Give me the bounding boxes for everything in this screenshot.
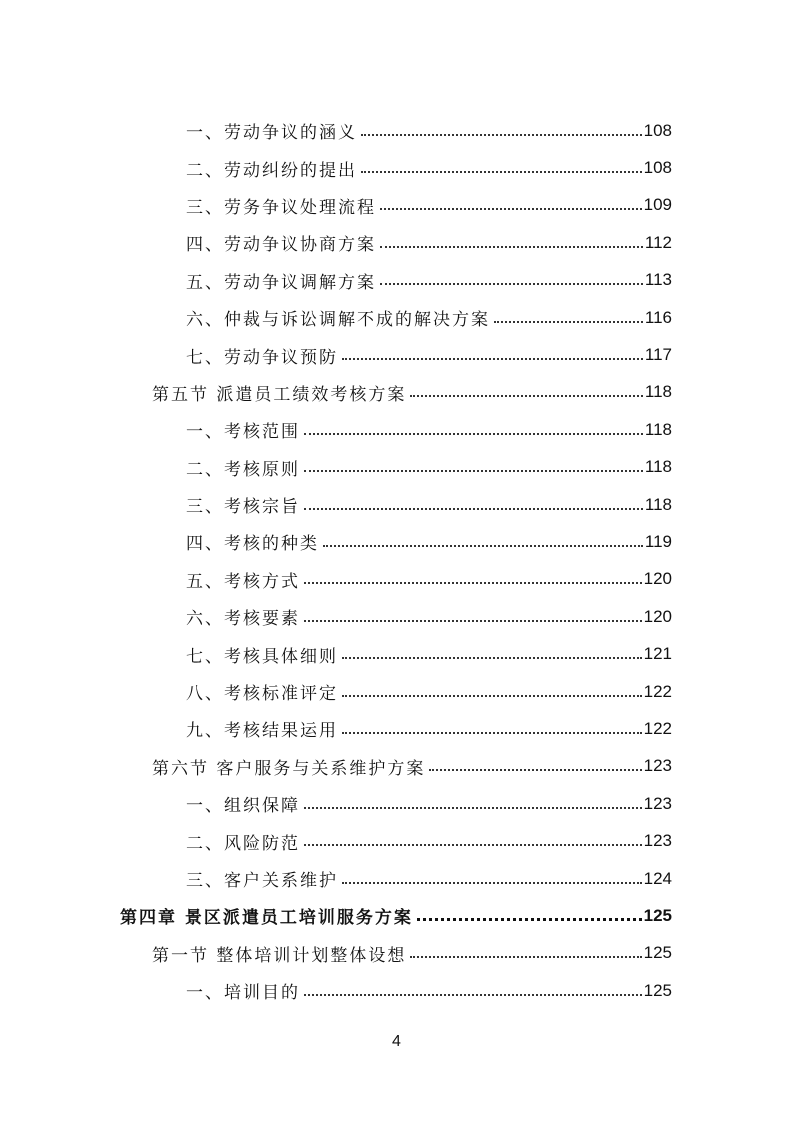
toc-leader-dots	[380, 283, 643, 285]
toc-leader-dots	[304, 807, 642, 809]
toc-entry[interactable]	[0, 299, 793, 336]
toc-entry-page: 123	[643, 756, 672, 776]
toc-leader-dots	[304, 844, 642, 846]
toc-entry-page: 108	[643, 158, 672, 178]
toc-entry-label: 七、劳动争议预防	[186, 347, 338, 368]
toc-entry-page: 118	[644, 457, 672, 477]
toc-entry-page: 120	[643, 569, 672, 589]
toc-leader-dots	[494, 321, 643, 323]
toc-entry-label: 五、劳动争议调解方案	[186, 272, 376, 293]
toc-chapter-entry[interactable]	[0, 897, 793, 934]
toc-entry-page: 125	[643, 943, 672, 963]
toc-entry-page: 118	[644, 382, 672, 402]
toc-entry-label: 六、仲裁与诉讼调解不成的解决方案	[186, 310, 490, 331]
toc-leader-dots	[342, 657, 642, 659]
toc-section-entry[interactable]	[0, 748, 793, 785]
toc-entry-label: 七、考核具体细则	[186, 646, 338, 667]
toc-entry-page: 120	[643, 606, 672, 626]
toc-entry-label: 二、劳动纠纷的提出	[186, 160, 357, 181]
toc-entry-label: 第六节 客户服务与关系维护方案	[152, 758, 426, 779]
toc-entry-page: 116	[644, 307, 672, 327]
toc-entry-page: 112	[644, 232, 672, 252]
toc-entry[interactable]	[0, 336, 793, 373]
toc-entry-label: 第四章 景区派遣员工培训服务方案	[120, 908, 413, 929]
toc-entry-label: 三、客户关系维护	[186, 871, 338, 891]
toc-entry-page: 123	[643, 793, 672, 813]
toc-entry-page: 122	[643, 718, 672, 738]
toc-entry[interactable]	[0, 523, 793, 560]
toc-leader-dots	[380, 246, 643, 248]
table-of-contents	[0, 112, 793, 1009]
toc-entry-label: 一、劳动争议的涵义	[186, 123, 357, 144]
toc-entry[interactable]	[0, 262, 793, 299]
toc-leader-dots	[304, 620, 642, 622]
toc-entry-label: 九、考核结果运用	[186, 721, 338, 742]
toc-leader-dots	[417, 918, 642, 921]
toc-entry-page: 125	[643, 980, 672, 1000]
toc-entry-page: 118	[644, 494, 672, 514]
toc-entry-label: 四、考核的种类	[186, 534, 319, 555]
toc-leader-dots	[410, 956, 641, 958]
toc-entry-page: 124	[643, 868, 672, 888]
toc-entry[interactable]	[0, 187, 793, 224]
toc-entry-label: 一、组织保障	[186, 796, 300, 817]
toc-leader-dots	[304, 433, 643, 435]
toc-entry-label: 三、考核宗旨	[186, 497, 300, 518]
toc-entry[interactable]	[0, 449, 793, 486]
toc-entry[interactable]	[0, 486, 793, 523]
toc-entry[interactable]	[0, 224, 793, 261]
toc-entry-page: 123	[643, 831, 672, 851]
toc-leader-dots	[429, 769, 641, 771]
toc-leader-dots	[323, 545, 643, 547]
toc-entry[interactable]	[0, 561, 793, 598]
toc-entry[interactable]	[0, 598, 793, 635]
toc-leader-dots	[380, 208, 642, 210]
toc-entry[interactable]	[0, 673, 793, 710]
toc-section-entry[interactable]	[0, 374, 793, 411]
toc-entry-label: 二、风险防范	[186, 833, 300, 854]
toc-entry-label: 八、考核标准评定	[186, 684, 338, 705]
toc-entry-label: 五、考核方式	[186, 571, 300, 592]
toc-leader-dots	[342, 732, 642, 734]
toc-entry[interactable]	[0, 149, 793, 186]
toc-entry-page: 119	[644, 531, 672, 551]
toc-entry[interactable]	[0, 112, 793, 149]
toc-entry[interactable]	[0, 972, 793, 1009]
toc-leader-dots	[304, 508, 643, 510]
toc-leader-dots	[342, 358, 643, 360]
toc-entry[interactable]	[0, 411, 793, 448]
toc-leader-dots	[304, 994, 642, 996]
toc-entry-label: 六、考核要素	[186, 609, 300, 630]
toc-leader-dots	[342, 882, 642, 884]
toc-entry[interactable]	[0, 635, 793, 672]
toc-entry-label: 三、劳务争议处理流程	[186, 197, 376, 218]
toc-entry-page: 113	[644, 270, 672, 290]
toc-leader-dots	[361, 171, 642, 173]
toc-entry[interactable]	[0, 785, 793, 822]
toc-leader-dots	[361, 134, 642, 136]
toc-entry-page: 121	[643, 644, 672, 664]
toc-entry-page: 108	[643, 120, 672, 140]
toc-entry-page: 118	[644, 419, 672, 439]
toc-entry-page: 125	[643, 905, 672, 925]
toc-entry-page: 122	[643, 681, 672, 701]
toc-entry-label: 第五节 派遣员工绩效考核方案	[152, 384, 407, 405]
page-number: 4	[392, 1033, 401, 1050]
toc-entry[interactable]	[0, 860, 793, 897]
toc-leader-dots	[304, 582, 642, 584]
toc-entry-page: 117	[644, 345, 672, 365]
toc-entry-page: 109	[643, 195, 672, 215]
toc-entry-label: 二、考核原则	[186, 459, 300, 480]
toc-entry-label: 一、培训目的	[186, 983, 300, 1004]
toc-entry-label: 一、考核范围	[186, 422, 300, 443]
toc-entry[interactable]	[0, 710, 793, 747]
toc-entry-label: 四、劳动争议协商方案	[186, 235, 376, 256]
toc-leader-dots	[410, 395, 642, 397]
toc-entry[interactable]	[0, 822, 793, 859]
toc-entry-label: 第一节 整体培训计划整体设想	[152, 945, 407, 966]
toc-leader-dots	[342, 695, 642, 697]
toc-leader-dots	[304, 470, 643, 472]
toc-section-entry[interactable]	[0, 935, 793, 972]
